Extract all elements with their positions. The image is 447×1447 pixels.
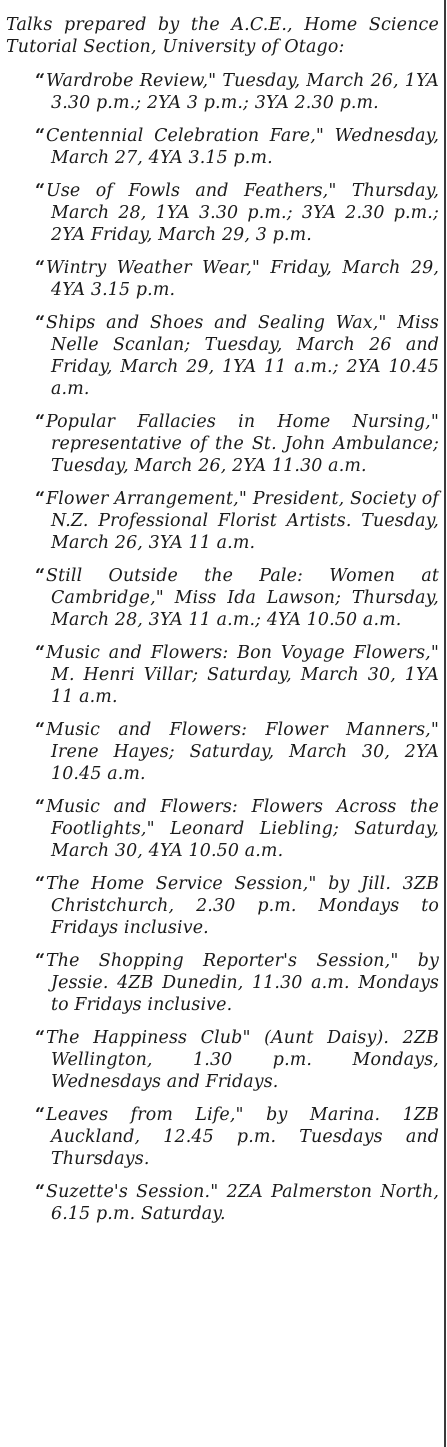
opening-quote-mark: “ (35, 313, 45, 333)
talk-title: Still Outside the Pale: Women at Cambridge," (46, 566, 439, 608)
opening-quote-mark: “ (35, 489, 45, 509)
opening-quote-mark: “ (35, 126, 45, 146)
opening-quote-mark: “ (35, 412, 45, 432)
opening-quote-mark: “ (35, 874, 45, 894)
talk-listing (6, 796, 439, 862)
talk-listing (6, 1181, 439, 1225)
talk-listing (6, 411, 439, 477)
talk-details: Tuesday, March 26, 1YA 3.30 p.m.; 2YA 3 p.m.; 3YA 2.30 p.m. (51, 71, 439, 113)
talk-title: The Happiness Club" (46, 1028, 251, 1048)
intro-paragraph: Talks prepared by the A.C.E., Home Science Tutorial Section, University of Otago: (6, 15, 439, 57)
talk-listing (6, 565, 439, 631)
talk-details: Leonard Liebling; Saturday, March 30, 4YA 10.50 a.m. (51, 819, 439, 861)
talk-listing (6, 642, 439, 708)
talk-listing (6, 488, 439, 554)
talk-title: Popular Fallacies in Home Nursing," (46, 412, 439, 432)
opening-quote-mark: “ (35, 1105, 45, 1125)
talk-listing (6, 719, 439, 785)
talk-listing (6, 1104, 439, 1170)
talk-title: Leaves from Life," (46, 1105, 244, 1125)
opening-quote-mark: “ (35, 71, 45, 91)
talk-details: by Jill. 3ZB Christchurch, 2.30 p.m. Mondays to Fridays inclusive. (51, 874, 439, 938)
talk-details: by Jessie. 4ZB Dunedin, 11.30 a.m. Mondays to Fridays inclusive. (51, 951, 439, 1015)
opening-quote-mark: “ (35, 258, 45, 278)
talk-details: President, Society of N.Z. Professional Florist Artists. Tuesday, March 26, 3YA 11 a.m. (51, 489, 440, 553)
talk-listing (6, 257, 439, 301)
talk-title: Flower Arrangement," (46, 489, 247, 509)
opening-quote-mark: “ (35, 566, 45, 586)
talk-details: Irene Hayes; Saturday, March 30, 2YA 10.45 a.m. (51, 742, 439, 784)
talk-listing (6, 125, 439, 169)
talk-title: The Shopping Reporter's Session," (46, 951, 399, 971)
opening-quote-mark: “ (35, 797, 45, 817)
opening-quote-mark: “ (35, 951, 45, 971)
talk-details: (Aunt Daisy). 2ZB Wellington, 1.30 p.m. Mondays, Wednesdays and Fridays. (51, 1028, 439, 1092)
talk-title: Music and Flowers: Bon Voyage Flowers," (46, 643, 439, 663)
talk-listing (6, 312, 439, 400)
talk-details: Miss Nelle Scanlan; Tuesday, March 26 and Friday, March 29, 1YA 11 a.m.; 2YA 10.45 a.m. (51, 313, 440, 399)
opening-quote-mark: “ (35, 643, 45, 663)
talk-title: The Home Service Session," (46, 874, 317, 894)
talk-details: Miss Ida Lawson; Thursday, March 28, 3YA 11 a.m.; 4YA 10.50 a.m. (51, 588, 439, 630)
opening-quote-mark: “ (35, 1182, 45, 1202)
talk-title: Ships and Shoes and Sealing Wax," (46, 313, 387, 333)
talk-details: representative of the St. John Ambulance; Tuesday, March 26, 2YA 11.30 a.m. (51, 434, 439, 476)
talk-details: by Marina. 1ZB Auckland, 12.45 p.m. Tuesdays and Thursdays. (51, 1105, 439, 1169)
talk-details: Thursday, March 28, 1YA 3.30 p.m.; 3YA 2.30 p.m.; 2YA Friday, March 29, 3 p.m. (51, 181, 440, 245)
opening-quote-mark: “ (35, 181, 45, 201)
talk-details: M. Henri Villar; Saturday, March 30, 1YA 11 a.m. (51, 665, 439, 707)
talk-listing (6, 180, 439, 246)
talk-listing (6, 873, 439, 939)
talk-title: Suzette's Session." (46, 1182, 219, 1202)
talk-listing (6, 1027, 439, 1093)
talk-title: Centennial Celebration Fare," (46, 126, 325, 146)
talk-details: Wednesday, March 27, 4YA 3.15 p.m. (51, 126, 439, 168)
talk-listing (6, 70, 439, 114)
talk-title: Use of Fowls and Feathers," (46, 181, 337, 201)
column-edge-rule (444, 0, 446, 1447)
talk-details: Friday, March 29, 4YA 3.15 p.m. (51, 258, 439, 300)
talk-title: Music and Flowers: Flower Manners," (46, 720, 439, 740)
opening-quote-mark: “ (35, 1028, 45, 1048)
talk-title: Wintry Weather Wear," (46, 258, 261, 278)
talk-title: Wardrobe Review," (46, 71, 217, 91)
talk-listing (6, 950, 439, 1016)
talk-title: Music and Flowers: Flowers Across the Footlights," (46, 797, 439, 839)
talks-list (6, 70, 439, 1225)
opening-quote-mark: “ (35, 720, 45, 740)
talk-details: 2ZA Palmerston North, 6.15 p.m. Saturday. (51, 1182, 440, 1224)
